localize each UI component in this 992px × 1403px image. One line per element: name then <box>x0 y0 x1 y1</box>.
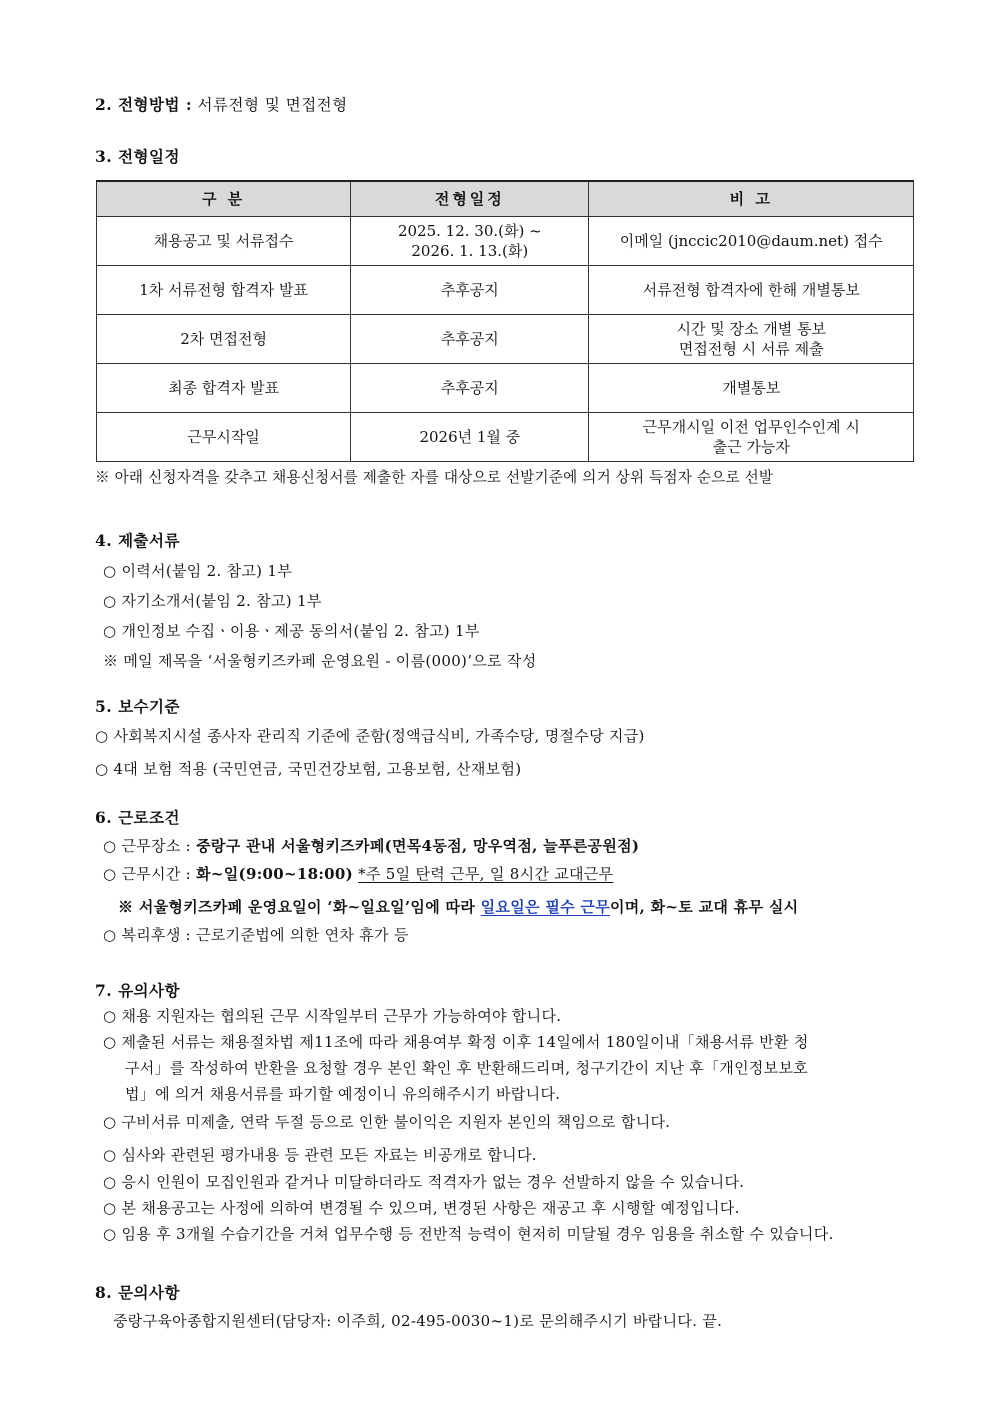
table-row <box>97 315 914 364</box>
work-place: ○ 근무장소 : 중랑구 관내 서울형키즈카페(면목4동점, 망우역점, 늘푸른공원점) <box>103 837 640 855</box>
sunday-required-text: 일요일은 필수 근무 <box>480 898 611 916</box>
pay-item: ○ 4대 보험 적용 (국민연금, 국민건강보험, 고용보험, 산재보험) <box>95 760 522 778</box>
section-5-title: 5. 보수기준 <box>95 697 180 716</box>
row-category: 최종 합격자 발표 <box>97 364 351 413</box>
document-item: ○ 이력서(붙임 2. 참고) 1부 <box>103 562 293 580</box>
row-remarks: 서류전형 합격자에 한해 개별통보 <box>589 266 914 315</box>
document-item: ○ 개인정보 수집ㆍ이용ㆍ제공 동의서(붙임 2. 참고) 1부 <box>103 622 480 640</box>
caution-item: ○ 본 채용공고는 사정에 의하여 변경될 수 있으며, 변경된 사항은 재공고 후 시행할 예정입니다. <box>103 1199 740 1217</box>
row-category: 2차 면접전형 <box>97 315 351 364</box>
row-category: 근무시작일 <box>97 413 351 462</box>
welfare: ○ 복리후생 : 근로기준법에 의한 연차 휴가 등 <box>103 926 409 944</box>
caution-item: ○ 채용 지원자는 협의된 근무 시작일부터 근무가 가능하여야 합니다. <box>103 1007 562 1025</box>
header-schedule: 전형일정 <box>351 181 589 217</box>
row-remarks: 개별통보 <box>589 364 914 413</box>
caution-item: ○ 임용 후 3개월 수습기간을 거쳐 업무수행 등 전반적 능력이 현저히 미달될 경우 임용을 취소할 수 있습니다. <box>103 1225 834 1243</box>
row-category: 1차 서류전형 합격자 발표 <box>97 266 351 315</box>
table-header-row <box>97 181 914 217</box>
section-7-title: 7. 유의사항 <box>95 981 180 1000</box>
row-schedule: 추후공지 <box>351 266 589 315</box>
section-3-title: 3. 전형일정 <box>95 147 180 166</box>
row-schedule: 추후공지 <box>351 364 589 413</box>
email-subject-note: ※ 메일 제목을 ‘서울형키즈카페 운영요원 - 이름(000)’으로 작성 <box>103 652 537 670</box>
contact-text: 중랑구육아종합지원센터(담당자: 이주희, 02-495-0030~1)로 문의해주시기 바랍니다. 끝. <box>113 1312 723 1330</box>
row-schedule: 2026년 1월 중 <box>351 413 589 462</box>
document-item: ○ 자기소개서(붙임 2. 참고) 1부 <box>103 592 322 610</box>
table-row <box>97 266 914 315</box>
section-6-title: 6. 근로조건 <box>95 808 180 827</box>
sunday-work-note: ※ 서울형키즈카페 운영요일이 ‘화~일요일’임에 따라 일요일은 필수 근무이며, 화~토 교대 휴무 실시 <box>118 898 799 916</box>
schedule-table <box>96 180 914 462</box>
caution-item: ○ 구비서류 미제출, 연락 두절 등으로 인한 불이익은 지원자 본인의 책임으로 합니다. <box>103 1113 671 1131</box>
pay-item: ○ 사회복지시설 종사자 관리직 기준에 준함(정액급식비, 가족수당, 명절수당 지급) <box>95 727 645 745</box>
section-2-heading <box>95 93 348 115</box>
work-hours: ○ 근무시간 : 화~일(9:00~18:00) *주 5일 탄력 근무, 일 8시간 교대근무 <box>103 865 614 883</box>
row-remarks: 시간 및 장소 개별 통보 면접전형 시 서류 제출 <box>589 315 914 364</box>
header-category: 구 분 <box>97 181 351 217</box>
section-8-title: 8. 문의사항 <box>95 1283 180 1302</box>
caution-item: ○ 응시 인원이 모집인원과 같거나 미달하더라도 적격자가 없는 경우 선발하지 않을 수 있습니다. <box>103 1173 745 1191</box>
caution-item-cont: 구서」를 작성하여 반환을 요청할 경우 본인 확인 후 반환해드리며, 청구기간이 지난 후「개인정보보호 <box>125 1059 809 1077</box>
row-remarks: 근무개시일 이전 업무인수인계 시 출근 가능자 <box>589 413 914 462</box>
section-4-title: 4. 제출서류 <box>95 531 180 550</box>
table-row <box>97 364 914 413</box>
caution-item-cont: 법」에 의거 채용서류를 파기할 예정이니 유의해주시기 바랍니다. <box>125 1085 561 1103</box>
row-remarks: 이메일 (jnccic2010@daum.net) 접수 <box>589 217 914 266</box>
caution-item: ○ 심사와 관련된 평가내용 등 관련 모든 자료는 비공개로 합니다. <box>103 1146 537 1164</box>
caution-item: ○ 제출된 서류는 채용절차법 제11조에 따라 채용여부 확정 이후 14일에서 180일이내「채용서류 반환 청 <box>103 1033 809 1051</box>
section-2-text: 서류전형 및 면접전형 <box>192 96 348 114</box>
row-category: 채용공고 및 서류접수 <box>97 217 351 266</box>
selection-note: ※ 아래 신청자격을 갖추고 채용신청서를 제출한 자를 대상으로 선발기준에 의거 상위 득점자 순으로 선발 <box>95 469 774 486</box>
row-schedule: 2025. 12. 30.(화) ~ 2026. 1. 13.(화) <box>351 217 589 266</box>
section-2-title: 2. 전형방법 : <box>95 95 193 114</box>
table-row <box>97 217 914 266</box>
row-schedule: 추후공지 <box>351 315 589 364</box>
header-remarks: 비 고 <box>589 181 914 217</box>
table-row <box>97 413 914 462</box>
